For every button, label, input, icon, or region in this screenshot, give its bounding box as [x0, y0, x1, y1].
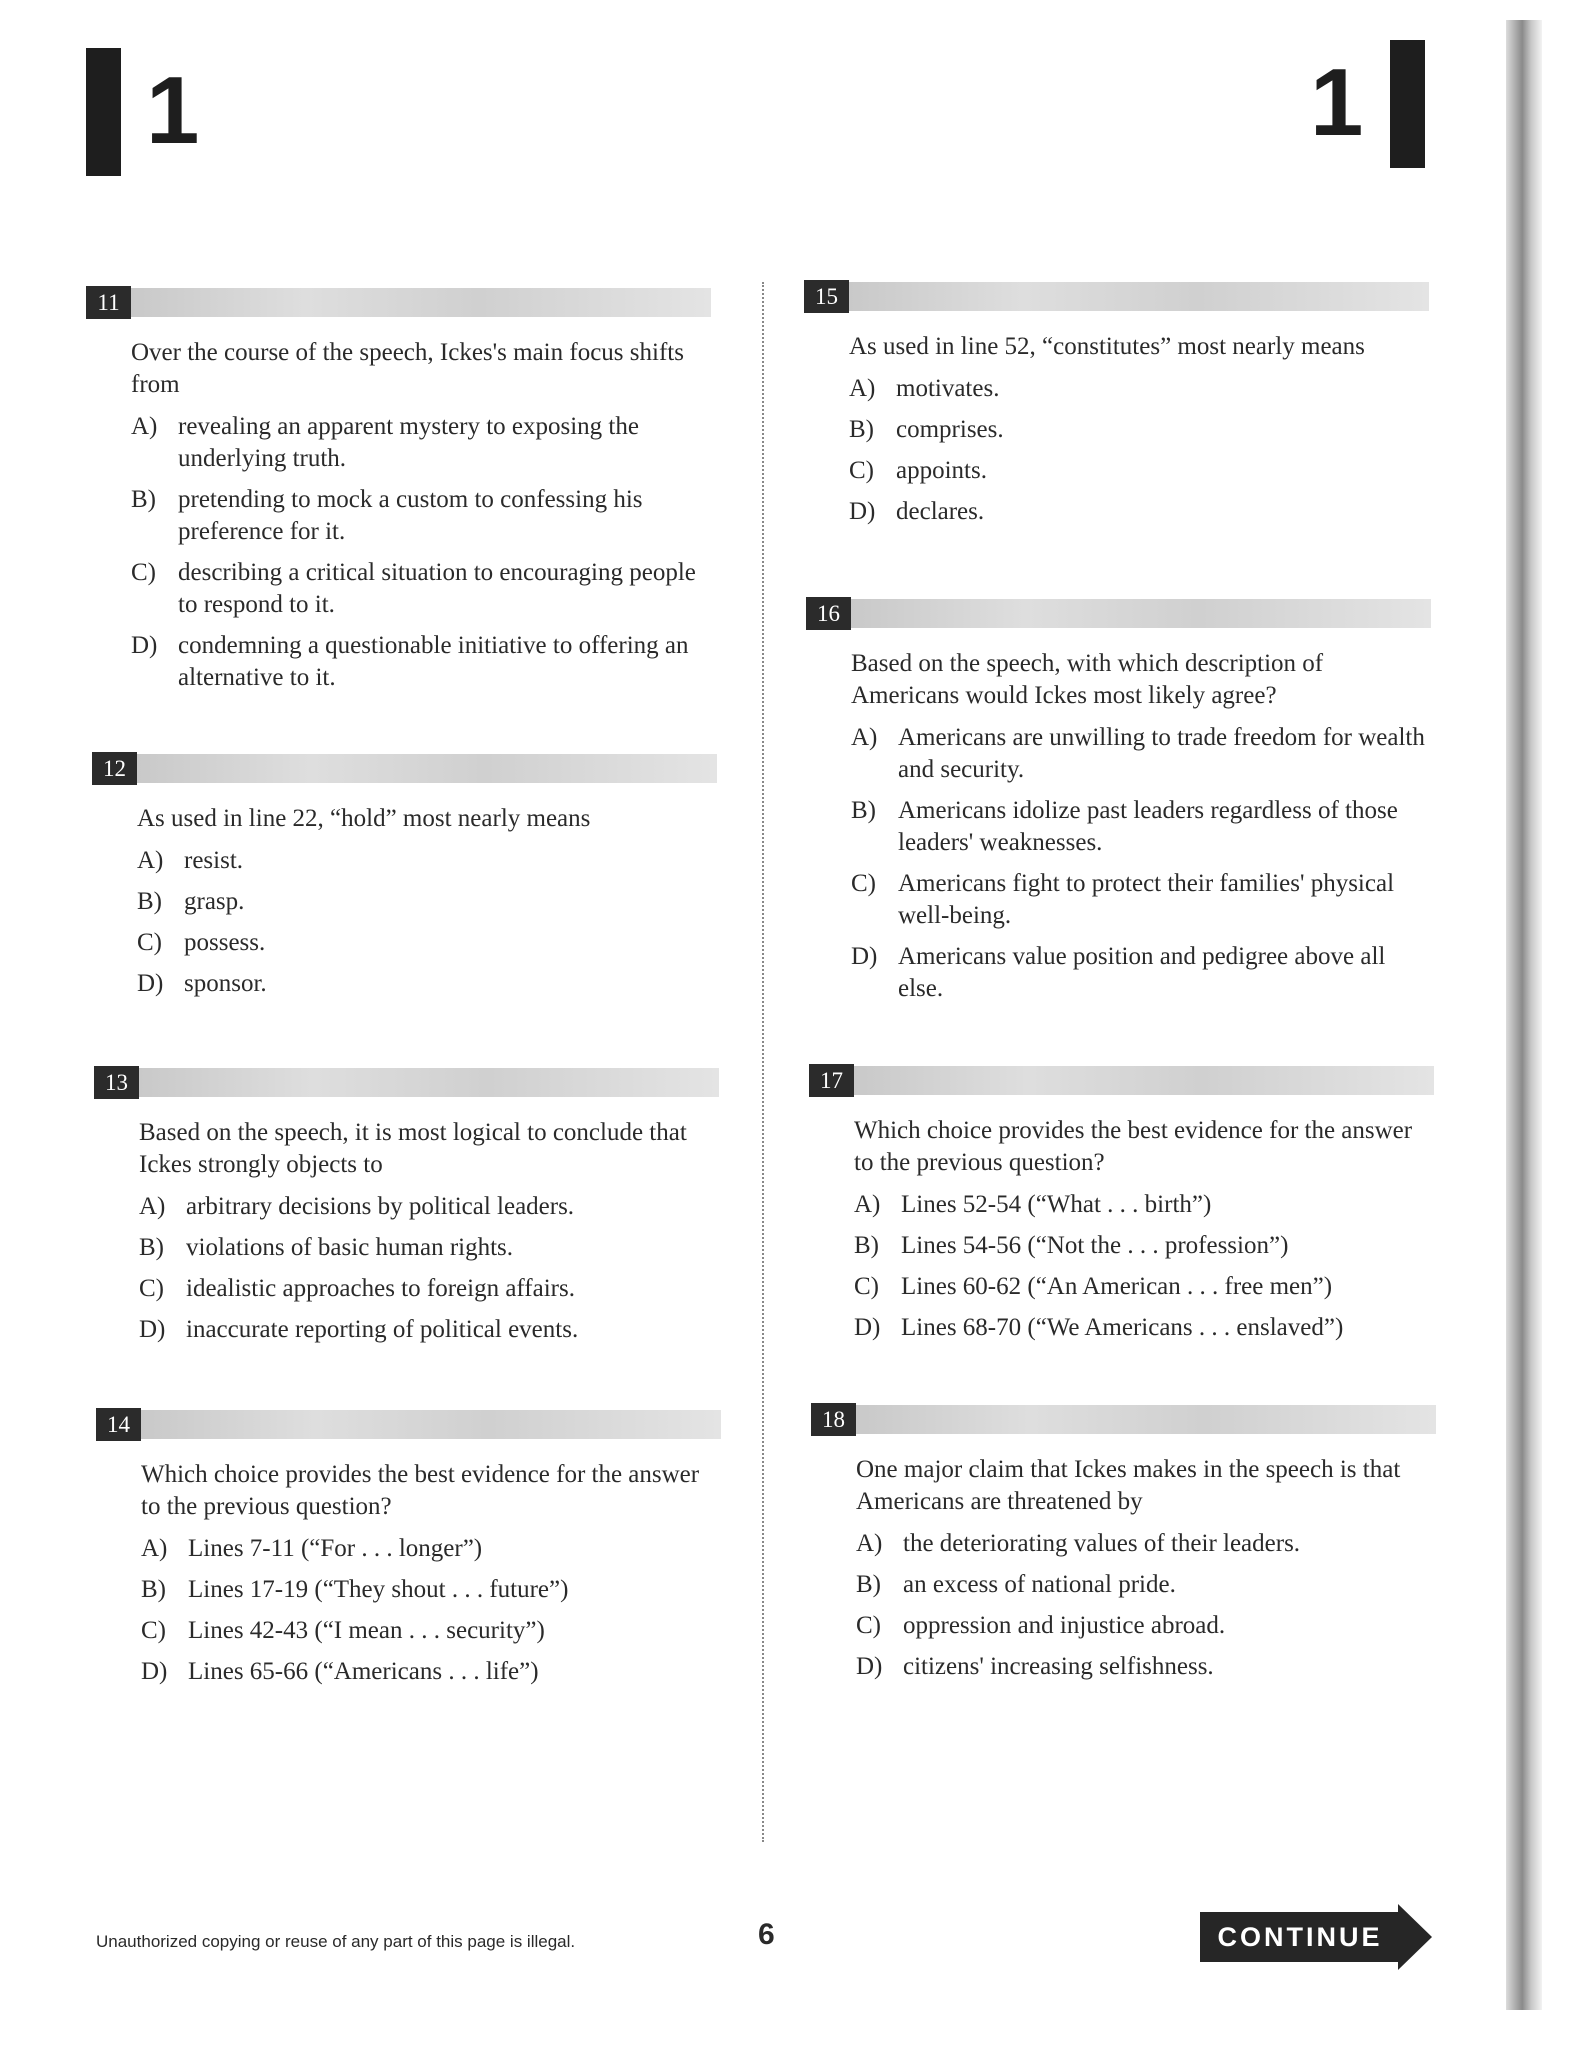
question-18	[811, 1403, 1436, 1692]
question-number: 14	[96, 1408, 141, 1441]
question-header	[806, 597, 1431, 630]
question-17	[809, 1064, 1434, 1353]
choice-letter: D)	[849, 498, 876, 525]
section-bar	[1390, 40, 1425, 168]
question-header	[811, 1403, 1436, 1436]
choice-d[interactable]	[131, 630, 711, 694]
choice-letter: D)	[856, 1653, 883, 1680]
question-header	[809, 1064, 1434, 1097]
choice-a[interactable]	[856, 1528, 1436, 1560]
choice-letter: C)	[141, 1617, 166, 1644]
choice-text: Lines 60-62 (“An American . . . free men”)	[901, 1273, 1333, 1300]
choice-c[interactable]	[851, 868, 1431, 932]
choice-a[interactable]	[141, 1533, 721, 1565]
choice-text: condemning a questionable initiative to offering an alternative to it.	[178, 632, 689, 691]
question-header	[804, 280, 1429, 313]
choice-list	[137, 845, 717, 1000]
choice-text: Americans value position and pedigree above all else.	[898, 943, 1386, 1002]
question-number: 16	[806, 597, 851, 630]
choice-list	[849, 373, 1429, 528]
choice-letter: C)	[854, 1273, 879, 1300]
question-band	[849, 282, 1429, 311]
choice-letter: D)	[131, 632, 158, 659]
page-edge-shadow	[1506, 20, 1542, 2010]
choice-text: comprises.	[896, 416, 1004, 443]
choice-c[interactable]	[137, 927, 717, 959]
choice-a[interactable]	[854, 1189, 1434, 1221]
question-15	[804, 280, 1429, 537]
question-stem: Based on the speech, it is most logical to conclude that Ickes strongly objects to	[139, 1119, 687, 1178]
choice-d[interactable]	[137, 968, 717, 1000]
choice-letter: B)	[131, 486, 156, 513]
choice-letter: A)	[851, 724, 878, 751]
choice-b[interactable]	[137, 886, 717, 918]
choice-letter: B)	[139, 1234, 164, 1261]
choice-text: Americans idolize past leaders regardless of those leaders' weaknesses.	[898, 797, 1398, 856]
choice-text: Lines 52-54 (“What . . . birth”)	[901, 1191, 1212, 1218]
choice-letter: A)	[139, 1193, 166, 1220]
choice-list	[139, 1191, 719, 1346]
section-number: 1	[1310, 49, 1364, 156]
question-stem: Which choice provides the best evidence for the answer to the previous question?	[141, 1461, 700, 1520]
question-11	[86, 286, 711, 703]
choice-letter: A)	[131, 413, 158, 440]
choice-letter: A)	[856, 1530, 883, 1557]
choice-letter: C)	[137, 929, 162, 956]
question-number: 17	[809, 1064, 854, 1097]
choice-letter: A)	[137, 847, 164, 874]
choice-letter: A)	[854, 1191, 881, 1218]
question-stem: Based on the speech, with which description of Americans would Ickes most likely agree?	[851, 650, 1324, 709]
choice-c[interactable]	[856, 1610, 1436, 1642]
section-bar	[86, 48, 121, 176]
question-16	[806, 597, 1431, 1014]
choice-text: the deteriorating values of their leaders.	[903, 1530, 1301, 1557]
choice-text: Lines 65-66 (“Americans . . . life”)	[188, 1658, 539, 1685]
question-header	[94, 1066, 719, 1099]
choice-letter: C)	[851, 870, 876, 897]
choice-letter: B)	[849, 416, 874, 443]
choice-a[interactable]	[131, 411, 711, 475]
question-14	[96, 1408, 721, 1697]
choice-letter: D)	[851, 943, 878, 970]
question-header	[92, 752, 717, 785]
copyright-notice: Unauthorized copying or reuse of any part of this page is illegal.	[96, 1932, 576, 1951]
question-band	[851, 599, 1431, 628]
question-stem: As used in line 52, “constitutes” most nearly means	[849, 333, 1365, 360]
question-number: 12	[92, 752, 137, 785]
page-number: 6	[758, 1918, 775, 1951]
continue-button[interactable]: CONTINUE	[1200, 1912, 1400, 1962]
question-band	[854, 1066, 1434, 1095]
choice-d[interactable]	[849, 496, 1429, 528]
section-number: 1	[146, 57, 200, 164]
choice-d[interactable]	[851, 941, 1431, 1005]
question-stem: As used in line 22, “hold” most nearly means	[137, 805, 591, 832]
question-band	[141, 1410, 721, 1439]
choice-letter: C)	[856, 1612, 881, 1639]
question-number: 15	[804, 280, 849, 313]
choice-b[interactable]	[856, 1569, 1436, 1601]
choice-letter: D)	[141, 1658, 168, 1685]
choice-letter: B)	[856, 1571, 881, 1598]
choice-letter: C)	[139, 1275, 164, 1302]
choice-text: revealing an apparent mystery to exposing the underlying truth.	[178, 413, 639, 472]
choice-text: appoints.	[896, 457, 987, 484]
choice-text: Lines 17-19 (“They shout . . . future”)	[188, 1576, 569, 1603]
choice-letter: C)	[131, 559, 156, 586]
choice-c[interactable]	[854, 1271, 1434, 1303]
choice-text: grasp.	[184, 888, 245, 915]
section-marker-left	[86, 48, 226, 176]
choice-c[interactable]	[141, 1615, 721, 1647]
question-number: 18	[811, 1403, 856, 1436]
choice-text: arbitrary decisions by political leaders.	[186, 1193, 575, 1220]
choice-d[interactable]	[141, 1656, 721, 1688]
choice-text: Lines 7-11 (“For . . . longer”)	[188, 1535, 483, 1562]
choice-text: Lines 54-56 (“Not the . . . profession”)	[901, 1232, 1289, 1259]
choice-a[interactable]	[851, 722, 1431, 786]
choice-d[interactable]	[856, 1651, 1436, 1683]
choice-letter: C)	[849, 457, 874, 484]
question-header	[96, 1408, 721, 1441]
choice-list	[854, 1189, 1434, 1344]
choice-letter: B)	[141, 1576, 166, 1603]
choice-list	[141, 1533, 721, 1688]
choice-b[interactable]	[139, 1232, 719, 1264]
choice-a[interactable]	[849, 373, 1429, 405]
question-header	[86, 286, 711, 319]
question-stem: One major claim that Ickes makes in the speech is that Americans are threatened by	[856, 1456, 1401, 1515]
choice-text: inaccurate reporting of political events.	[186, 1316, 579, 1343]
choice-c[interactable]	[849, 455, 1429, 487]
choice-text: pretending to mock a custom to confessing his preference for it.	[178, 486, 643, 545]
question-band	[137, 754, 717, 783]
choice-text: oppression and injustice abroad.	[903, 1612, 1226, 1639]
choice-text: declares.	[896, 498, 985, 525]
choice-text: an excess of national pride.	[903, 1571, 1176, 1598]
choice-text: Lines 68-70 (“We Americans . . . enslaved”)	[901, 1314, 1344, 1341]
choice-letter: A)	[849, 375, 876, 402]
choice-text: Americans fight to protect their families' physical well-being.	[898, 870, 1395, 929]
column-divider	[762, 282, 764, 1842]
question-12	[92, 752, 717, 1009]
choice-text: idealistic approaches to foreign affairs.	[186, 1275, 575, 1302]
section-marker-right	[1290, 40, 1430, 168]
choice-d[interactable]	[854, 1312, 1434, 1344]
choice-text: describing a critical situation to encouraging people to respond to it.	[178, 559, 696, 618]
choice-text: violations of basic human rights.	[186, 1234, 514, 1261]
choice-c[interactable]	[139, 1273, 719, 1305]
choice-letter: B)	[854, 1232, 879, 1259]
choice-letter: D)	[854, 1314, 881, 1341]
choice-a[interactable]	[139, 1191, 719, 1223]
choice-b[interactable]	[849, 414, 1429, 446]
choice-list	[131, 411, 711, 694]
choice-letter: B)	[137, 888, 162, 915]
choice-text: Lines 42-43 (“I mean . . . security”)	[188, 1617, 545, 1644]
choice-list	[851, 722, 1431, 1005]
choice-text: resist.	[184, 847, 244, 874]
question-stem: Which choice provides the best evidence for the answer to the previous question?	[854, 1117, 1413, 1176]
question-number: 11	[86, 286, 131, 319]
choice-b[interactable]	[141, 1574, 721, 1606]
choice-letter: D)	[137, 970, 164, 997]
question-stem: Over the course of the speech, Ickes's main focus shifts from	[131, 339, 684, 398]
question-band	[131, 288, 711, 317]
choice-text: citizens' increasing selfishness.	[903, 1653, 1214, 1680]
continue-arrow-icon[interactable]	[1398, 1904, 1432, 1970]
question-13	[94, 1066, 719, 1355]
question-number: 13	[94, 1066, 139, 1099]
choice-c[interactable]	[131, 557, 711, 621]
question-band	[856, 1405, 1436, 1434]
question-band	[139, 1068, 719, 1097]
choice-letter: A)	[141, 1535, 168, 1562]
choice-d[interactable]	[139, 1314, 719, 1346]
choice-b[interactable]	[851, 795, 1431, 859]
choice-text: possess.	[184, 929, 266, 956]
choice-letter: B)	[851, 797, 876, 824]
choice-list	[856, 1528, 1436, 1683]
choice-text: motivates.	[896, 375, 1000, 402]
choice-text: sponsor.	[184, 970, 267, 997]
choice-a[interactable]	[137, 845, 717, 877]
choice-b[interactable]	[854, 1230, 1434, 1262]
choice-text: Americans are unwilling to trade freedom for wealth and security.	[898, 724, 1425, 783]
choice-letter: D)	[139, 1316, 166, 1343]
choice-b[interactable]	[131, 484, 711, 548]
